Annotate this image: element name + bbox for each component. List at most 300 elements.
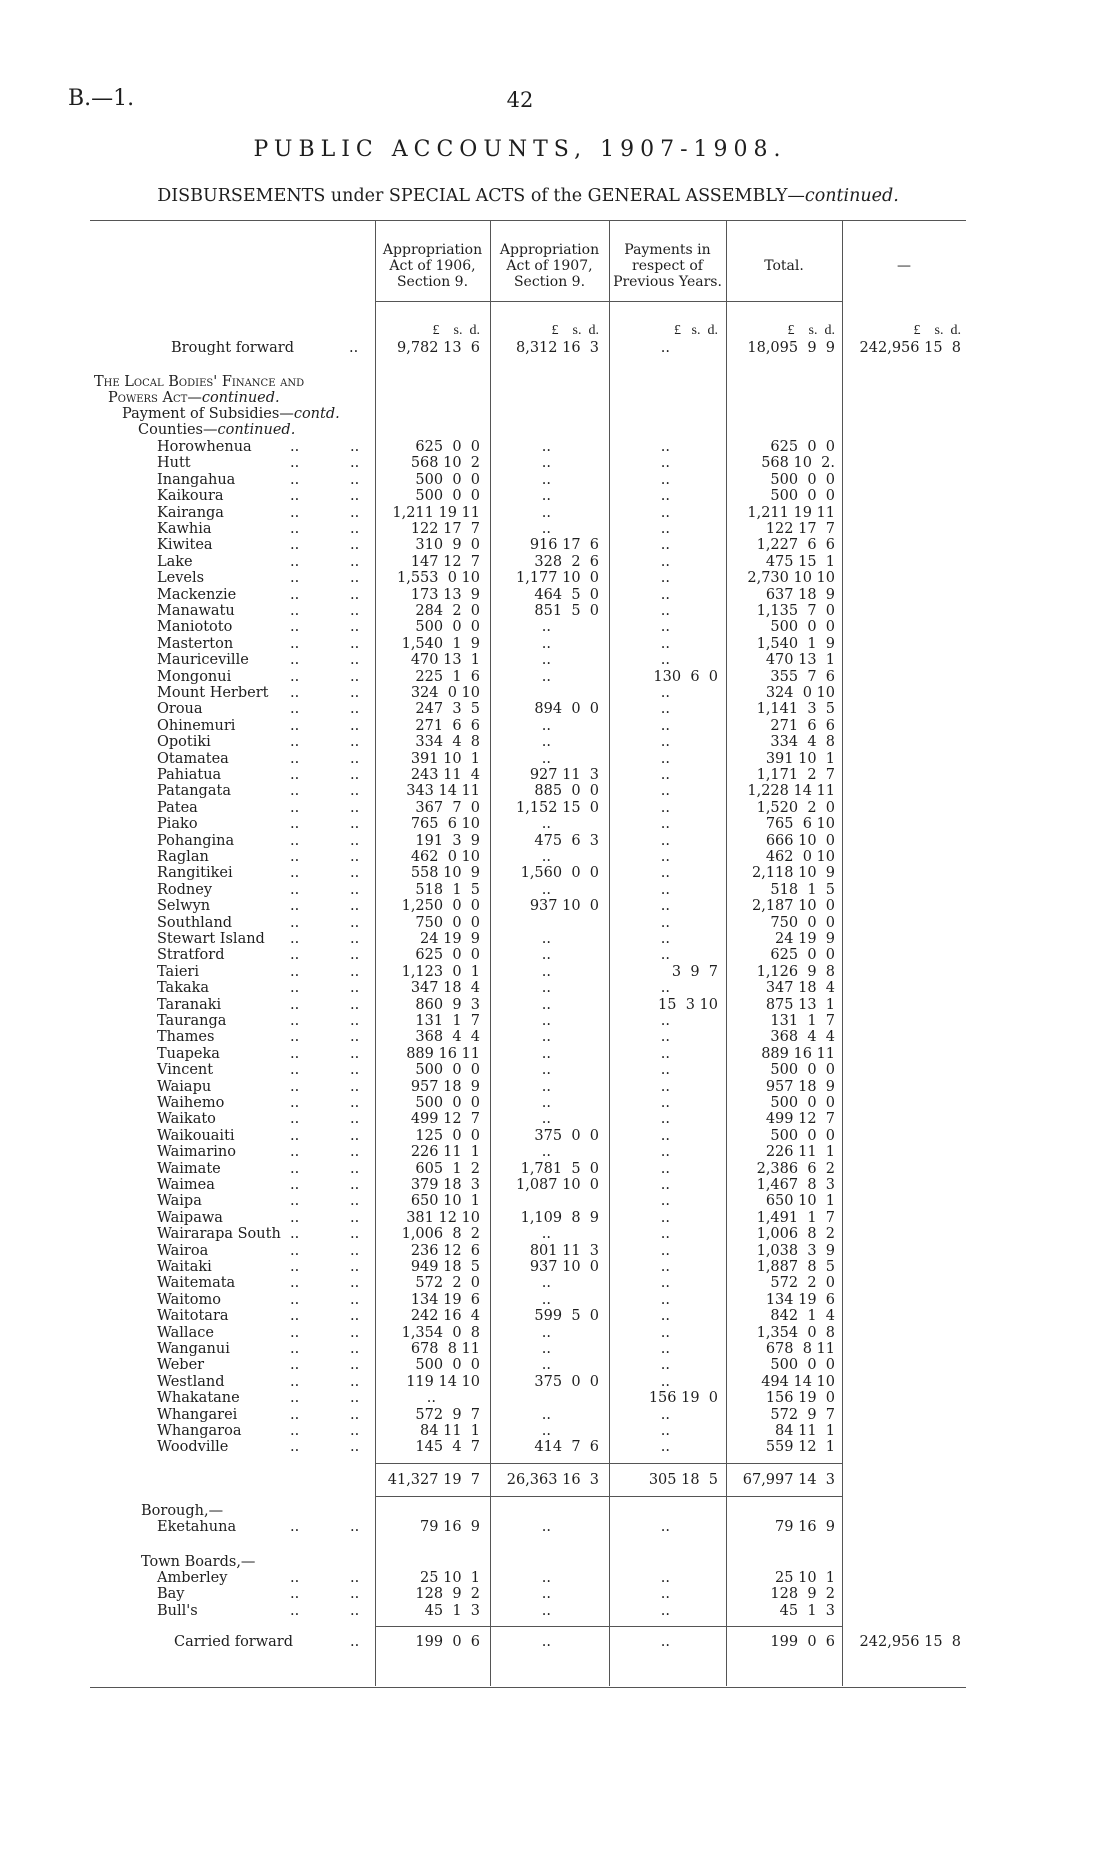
row-amount-1907: 414 7 6 [534, 1439, 599, 1456]
row-amount-total: 1,467 8 3 [756, 1177, 835, 1193]
row-amount-previous: .. [660, 832, 670, 849]
leader-dots: .. [290, 1275, 300, 1292]
payment-heading [122, 406, 340, 422]
row-amount-total: 334 4 8 [770, 734, 835, 751]
row-amount-1906: 949 18 5 [410, 1259, 480, 1275]
subtotal-rule [375, 1626, 842, 1627]
borough-total: 79 16 9 [775, 1519, 835, 1535]
row-amount-1906: 225 1 6 [415, 668, 480, 685]
counties-total-previous: 305 18 5 [648, 1472, 718, 1488]
column-header-line: Act of 1907, [506, 258, 593, 274]
brought-forward-1907: 8,312 16 3 [515, 340, 599, 356]
leader-dots: .. [290, 1193, 300, 1210]
row-amount-total: 2,730 10 10 [747, 570, 835, 587]
row-amount-previous: .. [660, 1078, 670, 1095]
row-name: Westland [157, 1373, 225, 1390]
leader-dots: .. [290, 1390, 300, 1407]
row-amount-previous: .. [660, 1226, 670, 1243]
row-amount-1907: 894 0 0 [534, 701, 599, 718]
row-amount-total: 889 16 11 [761, 1045, 835, 1062]
row-amount-total: 1,135 7 0 [756, 603, 835, 619]
row-amount-1906: 271 6 6 [415, 717, 480, 734]
row-name: Ohinemuri [157, 717, 236, 734]
row-amount-total: 1,227 6 6 [756, 537, 835, 554]
leader-dots: .. [350, 701, 360, 718]
row-name: Waitaki [157, 1259, 212, 1275]
leader-dots: .. [350, 1423, 360, 1439]
row-amount-total: 156 19 0 [765, 1390, 835, 1407]
row-name: Bay [157, 1586, 185, 1603]
leader-dots: .. [350, 914, 360, 931]
row-amount-1906: 500 0 0 [415, 471, 480, 488]
page-title: PUBLIC ACCOUNTS, 1907-1908. [253, 137, 787, 162]
row-amount-1906: 500 0 0 [415, 1062, 480, 1079]
leader-dots: .. [350, 1062, 360, 1079]
row-amount-previous: .. [660, 1111, 670, 1128]
row-amount-total: 226 11 1 [765, 1144, 835, 1161]
row-amount-previous: .. [660, 570, 670, 587]
carried-forward-previous: .. [660, 1634, 670, 1650]
leader-dots: .. [350, 1519, 360, 1535]
leader-dots: .. [290, 1226, 300, 1243]
row-name: Rodney [157, 881, 213, 898]
leader-dots: .. [350, 832, 360, 849]
leader-dots: .. [350, 1078, 360, 1095]
row-amount-previous: .. [660, 750, 670, 767]
row-amount-total: 355 7 6 [770, 668, 835, 685]
row-amount-total: 572 2 0 [770, 1275, 835, 1292]
row-amount-total: 1,887 8 5 [756, 1259, 835, 1275]
row-amount-total: 1,126 9 8 [756, 963, 835, 980]
row-amount-1906: 500 0 0 [415, 1357, 480, 1374]
row-amount-1907: 599 5 0 [534, 1308, 599, 1325]
row-amount-1907: .. [541, 1095, 551, 1111]
row-amount-1906: 122 17 7 [410, 521, 480, 537]
row-amount-1906: 625 0 0 [415, 947, 480, 964]
row-amount-previous: .. [660, 1062, 670, 1079]
leader-dots: .. [350, 980, 360, 997]
leader-dots: .. [290, 865, 300, 882]
leader-dots: .. [290, 783, 300, 800]
column-rule [842, 220, 843, 1686]
row-name: Selwyn [157, 898, 211, 915]
row-name: Mackenzie [157, 586, 237, 603]
row-amount-previous: .. [660, 586, 670, 603]
leader-dots: .. [350, 603, 360, 619]
row-amount-total: 568 10 2. [761, 455, 835, 472]
row-name: Woodville [157, 1439, 229, 1456]
leader-dots: .. [350, 931, 360, 947]
leader-dots: .. [350, 1439, 360, 1456]
row-amount-1907: 1,152 15 0 [515, 799, 599, 816]
column-rule [490, 220, 491, 1686]
row-amount-1907: 1,109 8 9 [520, 1209, 599, 1226]
leader-dots: .. [350, 635, 360, 652]
row-amount-total: 750 0 0 [770, 914, 835, 931]
act-heading-continued [108, 390, 280, 406]
row-amount-total: 957 18 9 [765, 1078, 835, 1095]
row-amount-1907: 1,781 5 0 [520, 1160, 599, 1177]
row-amount-total: 24 19 9 [775, 931, 835, 947]
row-name: Tauranga [157, 1013, 227, 1029]
row-name: Southland [157, 914, 233, 931]
leader-dots: .. [290, 1519, 300, 1535]
leader-dots: .. [290, 1423, 300, 1439]
row-name: Wairarapa South [157, 1226, 281, 1243]
counties-heading [138, 422, 295, 438]
row-amount-1906: 334 4 8 [415, 734, 480, 751]
leader-dots: .. [290, 1324, 300, 1341]
row-name: Maniototo [157, 619, 233, 636]
leader-dots: .. [290, 603, 300, 619]
row-amount-1907: 885 0 0 [534, 783, 599, 800]
row-amount-previous: .. [660, 1127, 670, 1144]
row-name: Mount Herbert [157, 685, 269, 701]
row-amount-previous: .. [660, 1357, 670, 1374]
row-amount-1907: 927 11 3 [529, 767, 599, 783]
leader-dots: .. [290, 947, 300, 964]
row-amount-total: 518 1 5 [770, 881, 835, 898]
leader-dots: .. [350, 947, 360, 964]
row-name: Waikouaiti [157, 1127, 235, 1144]
row-amount-1907: .. [541, 1406, 551, 1423]
brought-forward-1906: 9,782 13 6 [396, 340, 480, 356]
row-amount-previous: .. [660, 1045, 670, 1062]
row-name: Masterton [157, 635, 234, 652]
brought-forward-running: 242,956 15 8 [859, 340, 961, 356]
row-name: Manawatu [157, 603, 235, 619]
row-amount-1906: 500 0 0 [415, 1095, 480, 1111]
row-amount-previous: .. [660, 1406, 670, 1423]
row-amount-1907: .. [541, 734, 551, 751]
leader-dots: .. [290, 1357, 300, 1374]
row-amount-1907: .. [541, 881, 551, 898]
row-amount-previous: .. [660, 652, 670, 669]
column-header-line: Section 9. [513, 274, 586, 290]
row-amount-previous: .. [660, 931, 670, 947]
row-name: Waipawa [157, 1209, 223, 1226]
row-amount-total: 25 10 1 [775, 1570, 835, 1586]
row-amount-total: 128 9 2 [770, 1586, 835, 1603]
row-name: Waitomo [157, 1291, 221, 1308]
row-name: Stewart Island [157, 931, 265, 947]
row-name: Waitotara [157, 1308, 229, 1325]
row-amount-total: 462 0 10 [765, 849, 835, 865]
leader-dots: .. [290, 1029, 300, 1046]
row-amount-previous: 130 6 0 [653, 668, 718, 685]
row-amount-1907: 1,560 0 0 [520, 865, 599, 882]
row-amount-previous: .. [660, 914, 670, 931]
row-name: Takaka [157, 980, 210, 997]
leader-dots: .. [290, 963, 300, 980]
row-amount-1906: 145 4 7 [415, 1439, 480, 1456]
row-amount-1906: 1,553 0 10 [396, 570, 480, 587]
leader-dots: .. [350, 1357, 360, 1374]
page-subtitle [0, 186, 1056, 206]
row-amount-previous: .. [660, 1242, 670, 1259]
leader-dots: .. [350, 504, 360, 521]
column-header-line: Total. [764, 258, 804, 274]
leader-dots: .. [350, 799, 360, 816]
subtotal-rule [375, 1463, 842, 1464]
leader-dots: .. [290, 1291, 300, 1308]
row-amount-1906: 226 11 1 [410, 1144, 480, 1161]
column-header-total [726, 258, 842, 274]
leader-dots: .. [350, 996, 360, 1013]
row-amount-1906: 1,123 0 1 [401, 963, 480, 980]
row-amount-1907: 475 6 3 [534, 832, 599, 849]
row-amount-total: 122 17 7 [765, 521, 835, 537]
leader-dots: .. [290, 816, 300, 833]
row-amount-1907: 851 5 0 [534, 603, 599, 619]
row-amount-1906: 24 19 9 [420, 931, 480, 947]
row-amount-previous: .. [660, 734, 670, 751]
row-name: Patangata [157, 783, 231, 800]
row-amount-total: 625 0 0 [770, 439, 835, 455]
leader-dots: .. [290, 734, 300, 751]
row-amount-1907: .. [541, 1291, 551, 1308]
leader-dots: .. [290, 1062, 300, 1079]
row-amount-1906: 518 1 5 [415, 881, 480, 898]
row-name: Pohangina [157, 832, 235, 849]
row-amount-1906: 147 12 7 [410, 553, 480, 570]
leader-dots: .. [290, 1439, 300, 1456]
row-amount-1906: 568 10 2 [410, 455, 480, 472]
row-amount-total: 271 6 6 [770, 717, 835, 734]
row-amount-1906: 500 0 0 [415, 619, 480, 636]
row-name: Wairoa [157, 1242, 209, 1259]
unit-label: £ s. d. [551, 323, 599, 338]
leader-dots: .. [290, 1341, 300, 1357]
leader-dots: .. [290, 1373, 300, 1390]
row-name: Horowhenua [157, 439, 252, 455]
column-header-line: Appropriation [499, 242, 600, 258]
row-name: Vincent [157, 1062, 214, 1079]
row-name: Waikato [157, 1111, 216, 1128]
leader-dots: .. [350, 865, 360, 882]
row-amount-1906: 247 3 5 [415, 701, 480, 718]
row-amount-1906: 499 12 7 [410, 1111, 480, 1128]
leader-dots: .. [350, 619, 360, 636]
row-amount-1906: 750 0 0 [415, 914, 480, 931]
row-amount-previous: .. [660, 1029, 670, 1046]
leader-dots: .. [350, 1013, 360, 1029]
row-name: Waitemata [157, 1275, 236, 1292]
row-amount-previous: .. [660, 1259, 670, 1275]
row-amount-total: 1,006 8 2 [756, 1226, 835, 1243]
row-amount-total: 666 10 0 [765, 832, 835, 849]
row-amount-total: 1,141 3 5 [756, 701, 835, 718]
row-amount-previous: .. [660, 488, 670, 505]
row-name: Lake [157, 553, 193, 570]
row-amount-total: 134 19 6 [765, 1291, 835, 1308]
row-amount-1906: 131 1 7 [415, 1013, 480, 1029]
leader-dots: .. [290, 570, 300, 587]
leader-dots: .. [290, 1160, 300, 1177]
row-amount-1907: .. [541, 1357, 551, 1374]
row-amount-1907: .. [541, 1226, 551, 1243]
row-amount-1906: 765 6 10 [410, 816, 480, 833]
row-amount-1907: .. [541, 1045, 551, 1062]
row-name: Wallace [157, 1324, 214, 1341]
row-amount-total: 637 18 9 [765, 586, 835, 603]
leader-dots: .. [350, 586, 360, 603]
row-name: Kiwitea [157, 537, 213, 554]
row-amount-total: 1,038 3 9 [756, 1242, 835, 1259]
borough-previous: .. [660, 1519, 670, 1535]
row-amount-1907: .. [541, 504, 551, 521]
row-name: Kairanga [157, 504, 224, 521]
row-amount-total: 500 0 0 [770, 1062, 835, 1079]
row-amount-1906: 367 7 0 [415, 799, 480, 816]
carried-forward-label: Carried forward [174, 1634, 294, 1650]
leader-dots: .. [290, 1586, 300, 1603]
row-amount-1906: 625 0 0 [415, 439, 480, 455]
column-header-line: Section 9. [396, 274, 469, 290]
row-name: Tuapeka [157, 1045, 220, 1062]
row-amount-1906: 957 18 9 [410, 1078, 480, 1095]
row-amount-previous: .. [660, 1144, 670, 1161]
leader-dots: .. [350, 455, 360, 472]
act-heading: The Local Bodies' Finance and [94, 374, 305, 390]
row-amount-1907: .. [541, 947, 551, 964]
row-name: Rangitikei [157, 865, 233, 882]
leader-dots: .. [350, 1209, 360, 1226]
row-amount-previous: .. [660, 980, 670, 997]
page-number: 42 [506, 88, 534, 112]
row-name: Weber [157, 1357, 205, 1374]
leader-dots: .. [350, 963, 360, 980]
leader-dots: .. [290, 685, 300, 701]
leader-dots: .. [350, 1275, 360, 1292]
row-amount-previous: 156 19 0 [648, 1390, 718, 1407]
row-name: Whangarei [157, 1406, 238, 1423]
row-amount-previous: .. [660, 816, 670, 833]
subtitle-continued: continued. [804, 186, 899, 206]
row-amount-total: 368 4 4 [770, 1029, 835, 1046]
leader-dots: .. [350, 1634, 360, 1650]
column-header-1906 [375, 242, 490, 290]
leader-dots: .. [350, 1291, 360, 1308]
row-amount-previous: .. [660, 685, 670, 701]
row-amount-1906: 173 13 9 [410, 586, 480, 603]
row-amount-total: 625 0 0 [770, 947, 835, 964]
row-amount-previous: .. [660, 439, 670, 455]
row-amount-total: 1,520 2 0 [756, 799, 835, 816]
leader-dots: .. [350, 734, 360, 751]
leader-dots: .. [290, 1209, 300, 1226]
row-amount-previous: .. [660, 1570, 670, 1586]
leader-dots: .. [350, 881, 360, 898]
row-amount-1906: 860 9 3 [415, 996, 480, 1013]
row-amount-previous: .. [660, 1324, 670, 1341]
leader-dots: .. [350, 1160, 360, 1177]
row-amount-total: 1,228 14 11 [747, 783, 835, 800]
leader-dots: .. [290, 750, 300, 767]
leader-dots: .. [290, 1570, 300, 1586]
row-name: Hutt [157, 455, 191, 472]
row-amount-1907: 328 2 6 [534, 553, 599, 570]
leader-dots: .. [350, 553, 360, 570]
row-amount-1907: .. [541, 635, 551, 652]
row-amount-1906: 1,006 8 2 [401, 1226, 480, 1243]
leader-dots: .. [290, 931, 300, 947]
row-amount-total: 475 15 1 [765, 553, 835, 570]
leader-dots: .. [290, 652, 300, 669]
town-boards-heading: Town Boards,— [141, 1554, 256, 1570]
leader-dots: .. [350, 471, 360, 488]
row-amount-total: 2,187 10 0 [751, 898, 835, 915]
leader-dots: .. [350, 767, 360, 783]
row-amount-1906: 381 12 10 [406, 1209, 480, 1226]
row-amount-previous: .. [660, 898, 670, 915]
leader-dots: .. [290, 521, 300, 537]
leader-dots: .. [350, 488, 360, 505]
row-name: Kawhia [157, 521, 212, 537]
row-amount-previous: .. [660, 849, 670, 865]
row-amount-1906: 558 10 9 [410, 865, 480, 882]
row-name: Waimea [157, 1177, 215, 1193]
leader-dots: .. [350, 1045, 360, 1062]
row-amount-previous: 15 3 10 [658, 996, 718, 1013]
row-amount-1907: .. [541, 521, 551, 537]
row-amount-1907: 937 10 0 [529, 1259, 599, 1275]
row-amount-1907: .. [541, 849, 551, 865]
leader-dots: .. [290, 898, 300, 915]
row-name: Opotiki [157, 734, 211, 751]
row-amount-1907: .. [541, 668, 551, 685]
leader-dots: .. [350, 1144, 360, 1161]
column-header-dash: — [897, 258, 911, 274]
row-amount-previous: .. [660, 1013, 670, 1029]
row-amount-previous: .. [660, 521, 670, 537]
row-amount-1907: .. [541, 1423, 551, 1439]
leader-dots: .. [350, 1111, 360, 1128]
act-heading-italic: continued. [201, 390, 280, 406]
header-rule [375, 301, 842, 302]
leader-dots: .. [350, 439, 360, 455]
row-amount-1906: 470 13 1 [410, 652, 480, 669]
row-amount-total: 391 10 1 [765, 750, 835, 767]
leader-dots: .. [350, 1570, 360, 1586]
leader-dots: .. [349, 340, 359, 356]
row-amount-1907: 1,177 10 0 [515, 570, 599, 587]
row-amount-1907: 801 11 3 [529, 1242, 599, 1259]
row-amount-total: 499 12 7 [765, 1111, 835, 1128]
unit-label: £ s. d. [913, 323, 961, 338]
leader-dots: .. [350, 750, 360, 767]
row-amount-1906: 45 1 3 [424, 1602, 480, 1619]
leader-dots: .. [350, 1095, 360, 1111]
row-amount-total: 2,118 10 9 [751, 865, 835, 882]
counties-total-1906: 41,327 19 7 [387, 1472, 480, 1488]
leader-dots: .. [290, 701, 300, 718]
row-amount-total: 500 0 0 [770, 488, 835, 505]
row-amount-previous: .. [660, 1602, 670, 1619]
leader-dots: .. [350, 849, 360, 865]
row-amount-previous: .. [660, 1373, 670, 1390]
column-header-line: Act of 1906, [389, 258, 476, 274]
row-amount-previous: .. [660, 799, 670, 816]
leader-dots: .. [290, 980, 300, 997]
row-amount-1907: .. [541, 1029, 551, 1046]
row-name: Thames [157, 1029, 215, 1046]
leader-dots: .. [290, 553, 300, 570]
leader-dots: .. [290, 1078, 300, 1095]
leader-dots: .. [290, 1177, 300, 1193]
leader-dots: .. [350, 1259, 360, 1275]
leader-dots: .. [350, 717, 360, 734]
